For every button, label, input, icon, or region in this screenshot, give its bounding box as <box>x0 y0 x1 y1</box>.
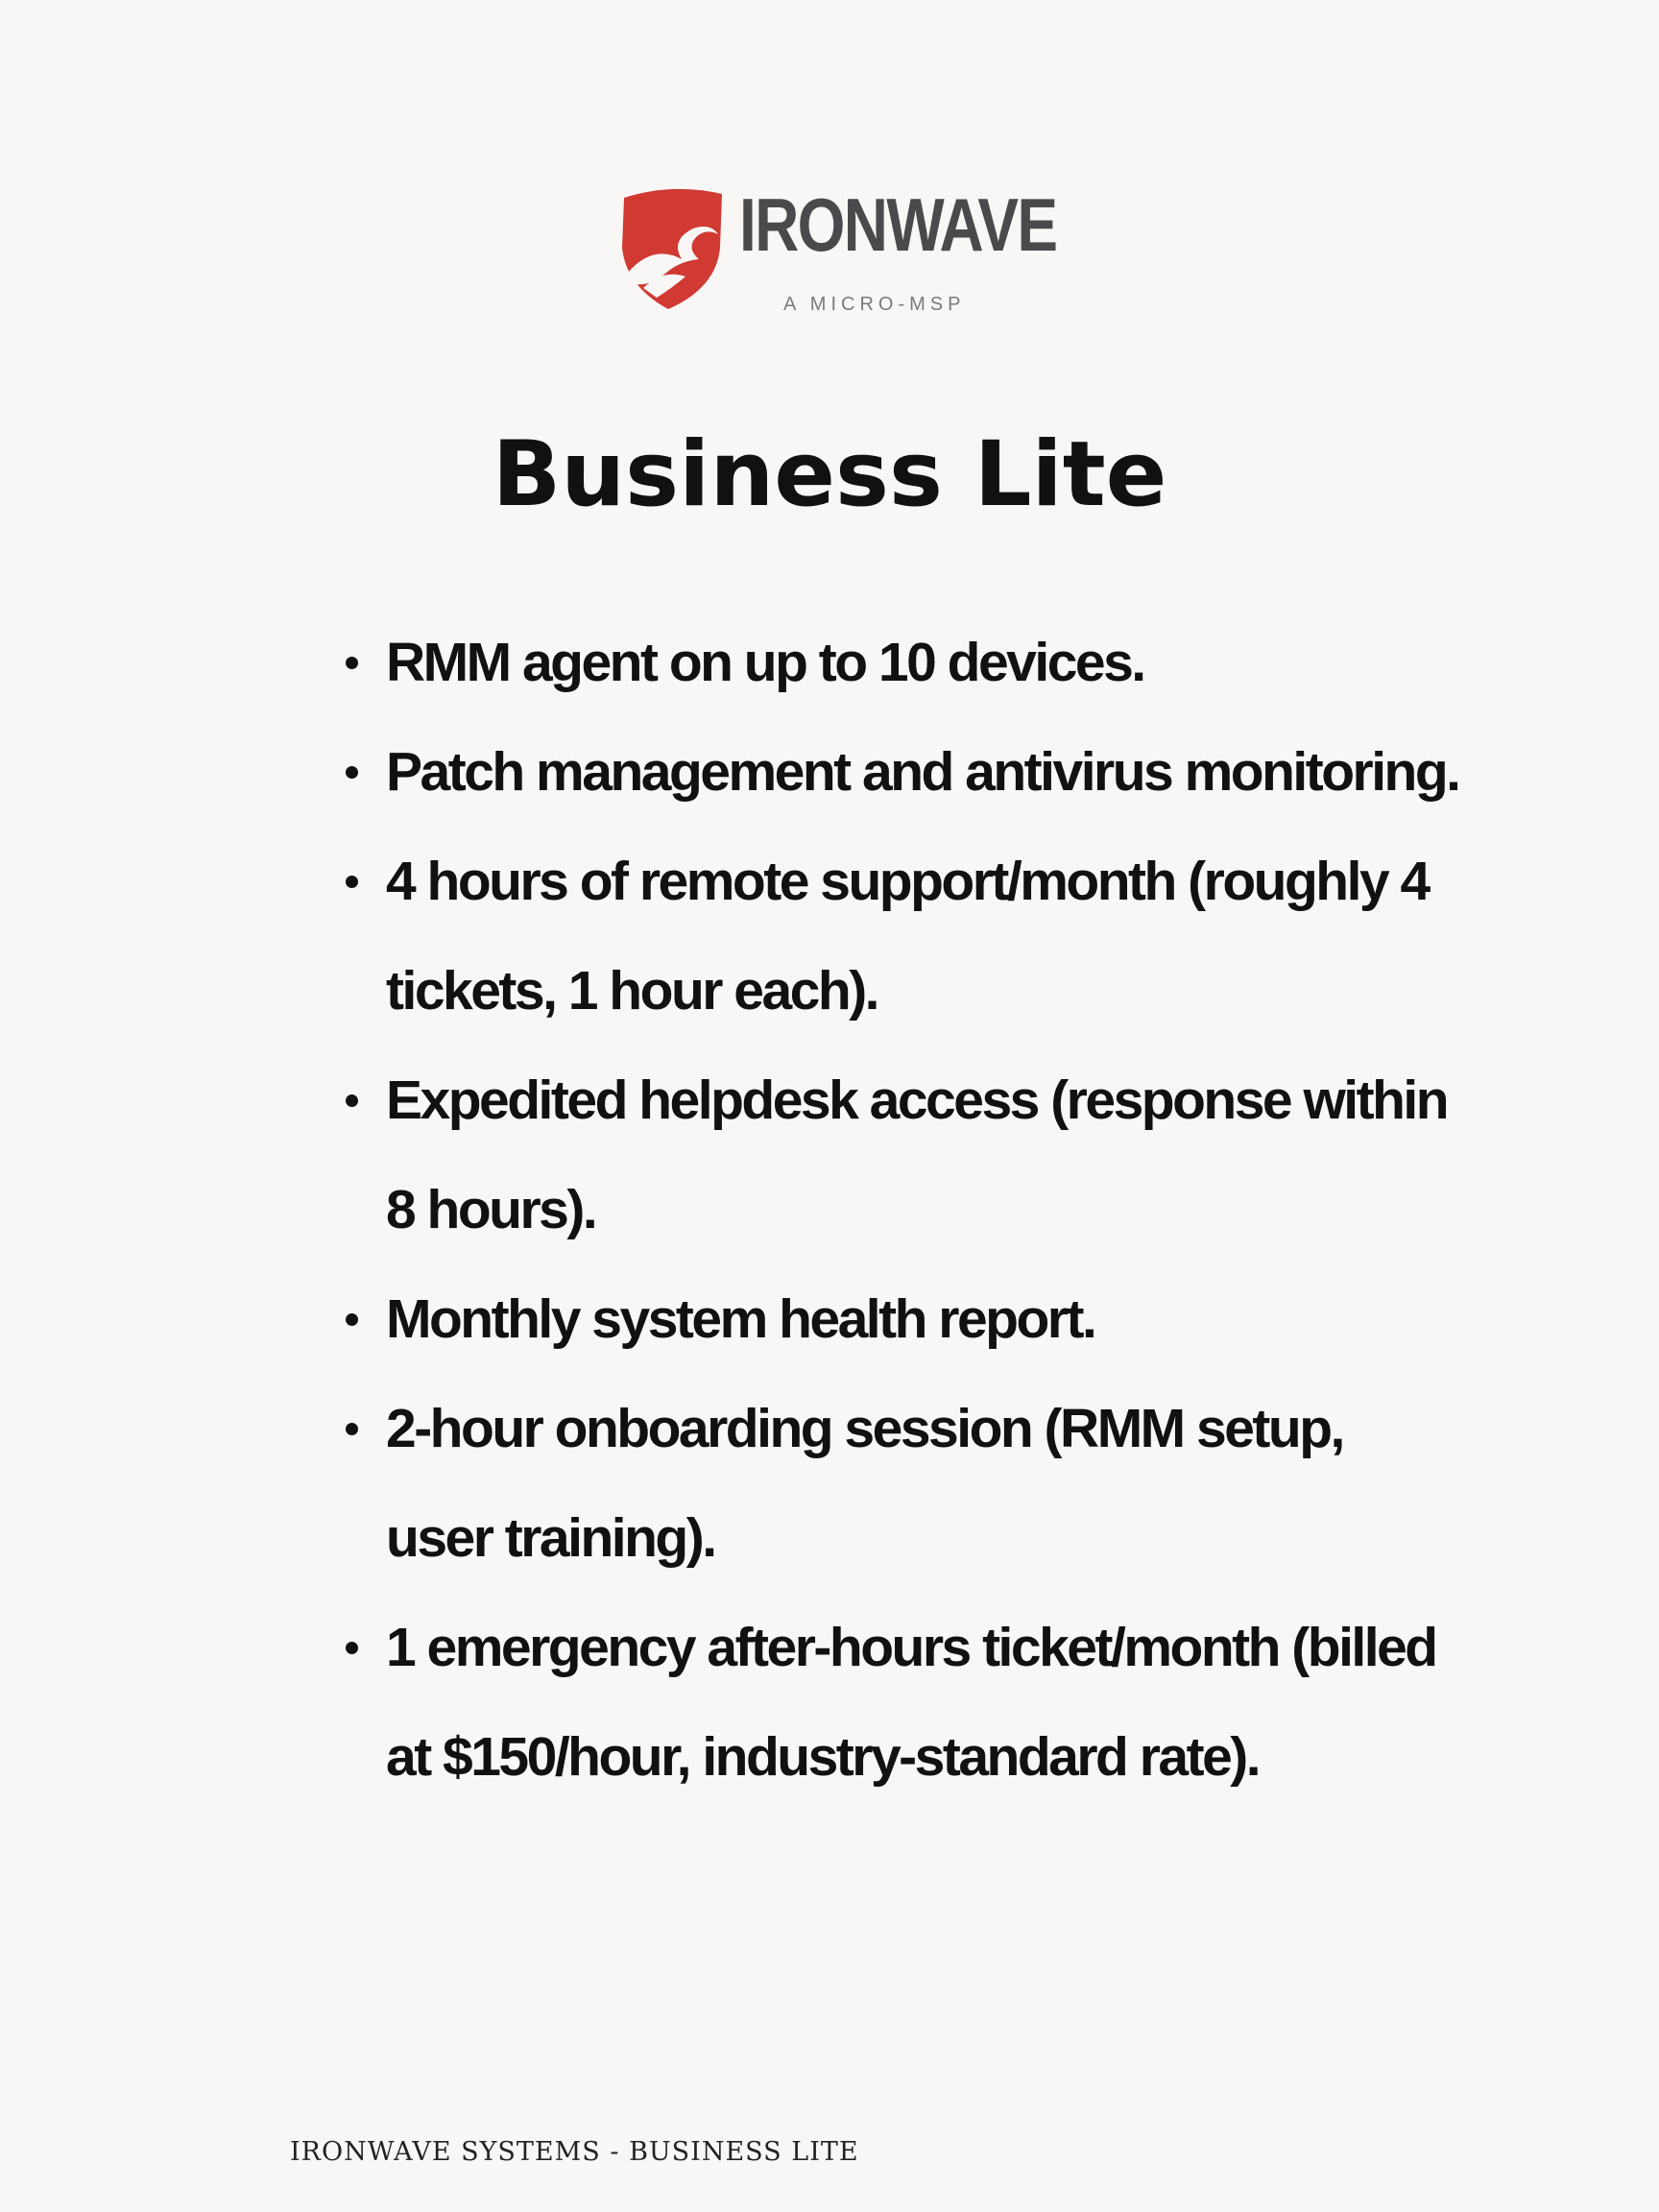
feature-item-health-report <box>346 1264 1459 1374</box>
feature-text: 4 hours of remote support/month (roughly 4 tickets, 1 hour each). <box>386 851 1429 1022</box>
feature-text: Monthly system health report. <box>386 1288 1095 1350</box>
feature-item-devices <box>346 608 1459 717</box>
footer-label: IRONWAVE SYSTEMS - BUSINESS LITE <box>290 2137 859 2167</box>
page-title: Business Lite <box>492 422 1167 527</box>
feature-text: 2-hour onboarding session (RMM setup, user training). <box>386 1398 1343 1569</box>
brand-logo <box>614 179 1056 323</box>
feature-list <box>346 608 1459 1812</box>
feature-item-remote-support <box>346 827 1459 1046</box>
feature-item-onboarding <box>346 1374 1459 1593</box>
feature-text: 1 emergency after-hours ticket/month (billed at $150/hour, industry-standard rate). <box>386 1617 1436 1788</box>
wave-shield-icon <box>614 180 730 311</box>
brand-tagline: A MICRO-MSP <box>783 294 966 315</box>
feature-item-patch <box>346 717 1459 827</box>
feature-text: RMM agent on up to 10 devices. <box>386 632 1144 693</box>
bullet-icon <box>346 876 358 888</box>
bullet-icon <box>346 657 358 669</box>
bullet-icon <box>346 1094 358 1107</box>
feature-text: Expedited helpdesk access (response within 8 hours). <box>386 1070 1448 1240</box>
brand-wordmark: IRONWAVE <box>739 182 1057 267</box>
bullet-icon <box>346 766 358 779</box>
feature-item-emergency <box>346 1593 1459 1812</box>
bullet-icon <box>346 1642 358 1654</box>
bullet-icon <box>346 1423 358 1435</box>
feature-text: Patch management and antivirus monitoring. <box>386 741 1459 803</box>
feature-item-helpdesk <box>346 1046 1459 1264</box>
bullet-icon <box>346 1313 358 1326</box>
